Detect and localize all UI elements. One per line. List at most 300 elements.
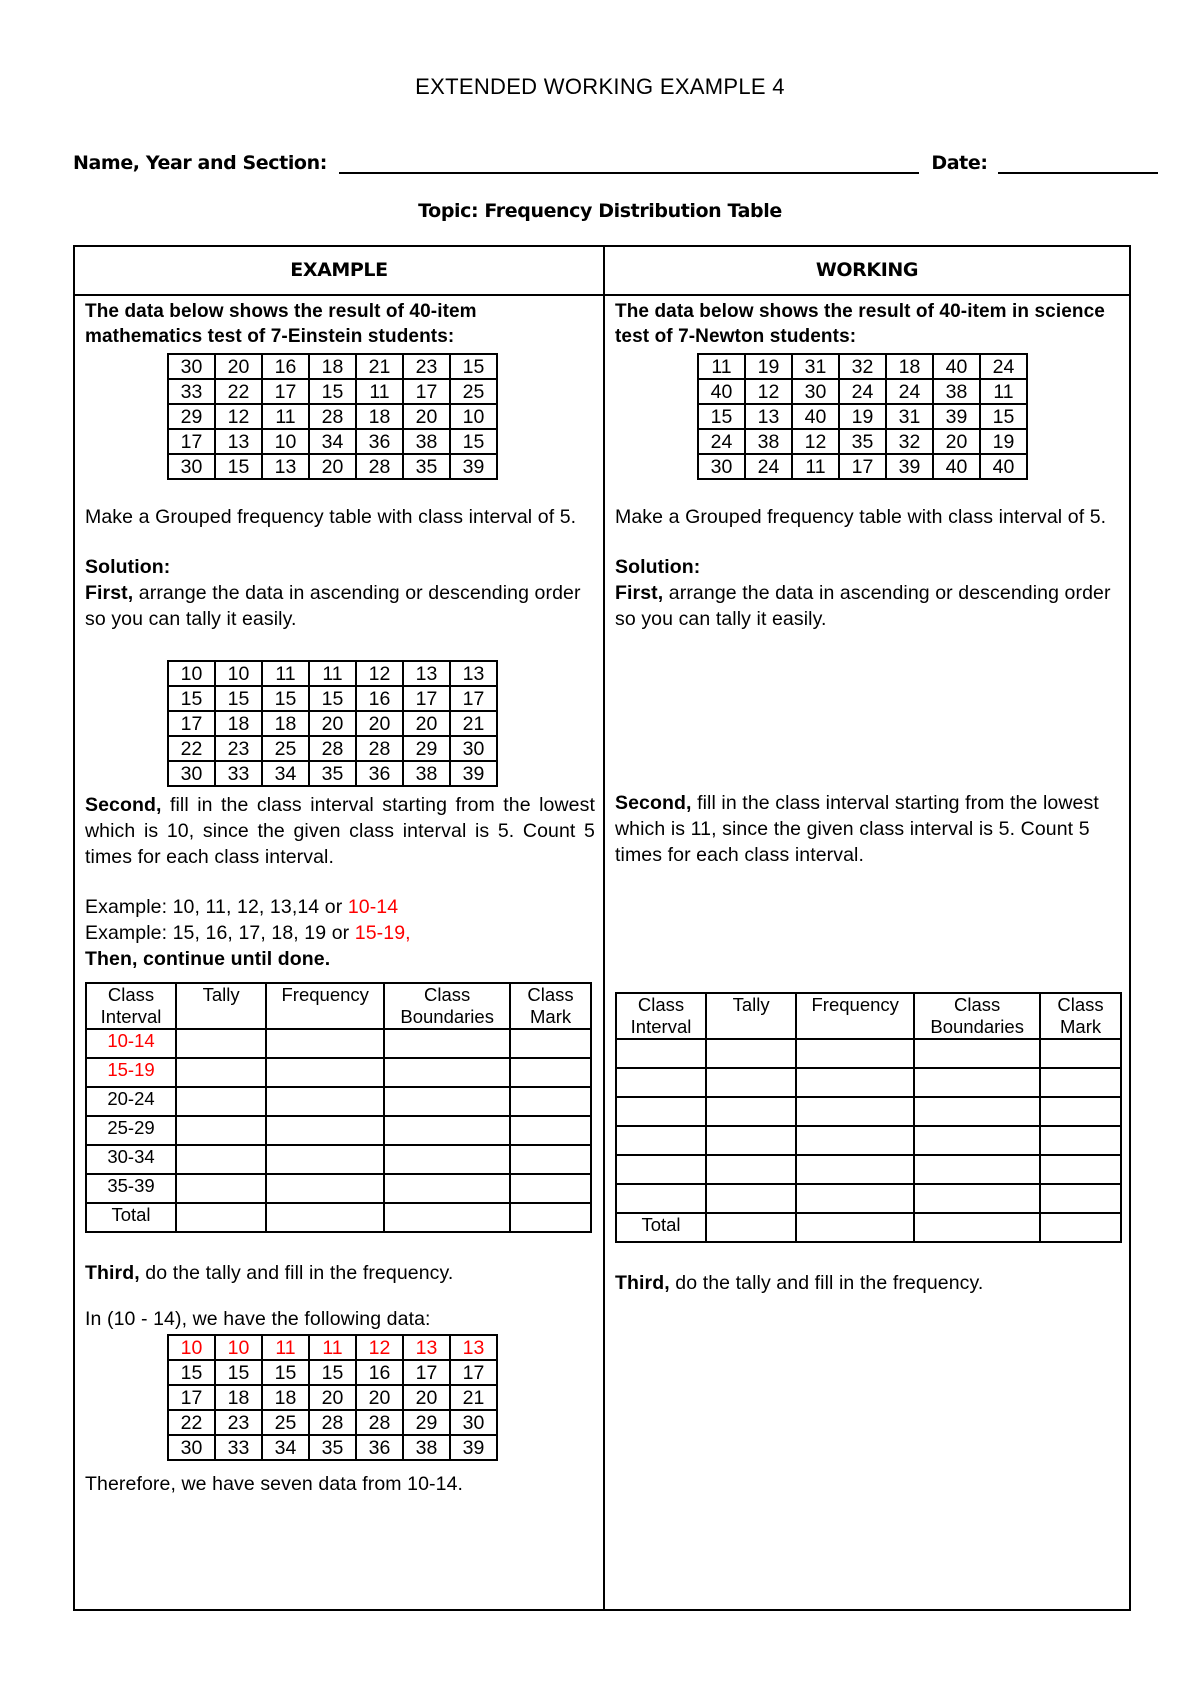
class-interval-cell: Total — [616, 1213, 706, 1242]
grid-cell: 20 — [933, 429, 980, 454]
grid-cell: 40 — [698, 379, 745, 404]
answer-cell[interactable] — [1040, 1213, 1121, 1242]
grid-row — [698, 454, 1027, 479]
class-interval-cell: 10-14 — [86, 1029, 176, 1058]
frequency-header-cell: Class Interval — [86, 983, 176, 1029]
grid-cell: 33 — [215, 1435, 262, 1460]
frequency-row — [616, 1097, 1121, 1126]
second-label: Second, — [85, 794, 162, 816]
answer-cell[interactable] — [706, 1068, 796, 1097]
answer-cell[interactable] — [266, 1203, 384, 1232]
grid-cell: 35 — [403, 454, 450, 479]
answer-cell[interactable] — [1040, 1184, 1121, 1213]
answer-cell[interactable] — [266, 1058, 384, 1087]
frequency-header-cell: Class Mark — [1040, 993, 1121, 1039]
example-line-2-interval: 15-19, — [354, 922, 411, 944]
frequency-header-cell: Class Boundaries — [914, 993, 1040, 1039]
frequency-row — [616, 1155, 1121, 1184]
answer-cell[interactable] — [706, 1039, 796, 1068]
worksheet-frame — [73, 245, 1131, 1611]
working-first-label: First, — [615, 582, 664, 604]
working-first-step — [615, 580, 1125, 632]
grid-cell: 25 — [262, 736, 309, 761]
frequency-row — [86, 1174, 591, 1203]
working-column-heading: WORKING — [815, 259, 919, 281]
grid-cell: 12 — [745, 379, 792, 404]
answer-cell[interactable] — [176, 1087, 266, 1116]
grid-row — [168, 354, 497, 379]
answer-cell[interactable] — [706, 1155, 796, 1184]
grid-cell: 21 — [356, 354, 403, 379]
grid-cell: 35 — [839, 429, 886, 454]
example-first-step — [85, 580, 595, 632]
working-intro: The data below shows the result of 40-item in science test of 7-Newton students: — [615, 301, 1105, 347]
answer-cell[interactable] — [510, 1058, 591, 1087]
grid-cell: 21 — [450, 1385, 497, 1410]
grid-cell: 31 — [792, 354, 839, 379]
answer-cell[interactable] — [510, 1174, 591, 1203]
grid-cell: 29 — [403, 1410, 450, 1435]
answer-cell[interactable] — [384, 1174, 510, 1203]
class-interval-cell: 20-24 — [86, 1087, 176, 1116]
grid-cell: 33 — [168, 379, 215, 404]
grid-cell: 33 — [215, 761, 262, 786]
example-line-2 — [85, 920, 595, 946]
example-then-text: Then, continue until done. — [85, 948, 331, 970]
grid-cell: 39 — [450, 761, 497, 786]
grid-cell: 39 — [450, 1435, 497, 1460]
grid-cell: 15 — [168, 686, 215, 711]
third-label: Third, — [85, 1262, 140, 1284]
grid-row — [168, 1385, 497, 1410]
working-first-text: arrange the data in ascending or descending order so you can tally it easily. — [615, 582, 1111, 630]
grid-cell: 36 — [356, 429, 403, 454]
grid-cell: 12 — [356, 661, 403, 686]
grid-cell: 15 — [309, 379, 356, 404]
grid-cell: 13 — [450, 661, 497, 686]
answer-cell[interactable] — [1040, 1097, 1121, 1126]
grid-cell: 13 — [262, 454, 309, 479]
answer-cell[interactable] — [914, 1068, 1040, 1097]
grid-cell: 11 — [262, 661, 309, 686]
grid-cell: 10 — [168, 1335, 215, 1360]
example-frequency-table — [85, 982, 592, 1233]
answer-cell[interactable] — [1040, 1126, 1121, 1155]
answer-cell[interactable] — [706, 1126, 796, 1155]
grid-cell: 19 — [980, 429, 1027, 454]
answer-cell[interactable] — [796, 1213, 914, 1242]
frequency-row — [616, 1068, 1121, 1097]
frequency-row — [86, 1087, 591, 1116]
grid-cell: 20 — [403, 1385, 450, 1410]
frequency-header-row — [616, 993, 1121, 1039]
grid-cell: 29 — [403, 736, 450, 761]
frequency-header-cell: Class Boundaries — [384, 983, 510, 1029]
answer-cell[interactable] — [510, 1116, 591, 1145]
grid-cell: 17 — [403, 379, 450, 404]
grid-cell: 18 — [886, 354, 933, 379]
grid-cell: 24 — [839, 379, 886, 404]
answer-cell[interactable] — [914, 1184, 1040, 1213]
first-text: arrange the data in ascending or descending order so you can tally it easily. — [85, 582, 581, 630]
grid-row — [168, 736, 497, 761]
grid-cell: 13 — [745, 404, 792, 429]
example-column — [85, 296, 595, 1497]
answer-cell[interactable] — [510, 1029, 591, 1058]
grid-cell: 12 — [356, 1335, 403, 1360]
answer-cell[interactable] — [266, 1116, 384, 1145]
class-interval-cell — [616, 1039, 706, 1068]
grid-cell: 24 — [698, 429, 745, 454]
answer-cell[interactable] — [384, 1087, 510, 1116]
grid-row — [168, 454, 497, 479]
grid-cell: 22 — [168, 736, 215, 761]
class-interval-cell — [616, 1155, 706, 1184]
grid-cell: 20 — [356, 711, 403, 736]
answer-cell[interactable] — [510, 1145, 591, 1174]
first-label: First, — [85, 582, 134, 604]
example-solution-label: Solution: — [85, 556, 171, 578]
grid-cell: 22 — [215, 379, 262, 404]
grid-row — [698, 354, 1027, 379]
class-interval-cell — [616, 1097, 706, 1126]
grid-cell: 23 — [215, 1410, 262, 1435]
grid-cell: 22 — [168, 1410, 215, 1435]
topic-heading: Topic: Frequency Distribution Table — [418, 200, 782, 222]
frequency-header-cell: Frequency — [266, 983, 384, 1029]
frequency-row — [86, 1029, 591, 1058]
example-third-step — [85, 1260, 595, 1286]
frequency-header-cell: Class Interval — [616, 993, 706, 1039]
grid-cell: 15 — [262, 1360, 309, 1385]
grid-cell: 30 — [168, 354, 215, 379]
grid-cell: 17 — [168, 429, 215, 454]
grid-cell: 20 — [309, 454, 356, 479]
answer-cell[interactable] — [384, 1029, 510, 1058]
frequency-row — [616, 1213, 1121, 1242]
grid-cell: 38 — [403, 429, 450, 454]
grid-cell: 32 — [886, 429, 933, 454]
third-text: do the tally and fill in the frequency. — [139, 1262, 454, 1284]
date-label: Date: — [931, 152, 988, 174]
example-line-2-text: Example: 15, 16, 17, 18, 19 or — [85, 922, 355, 944]
working-third-step — [615, 1270, 1125, 1296]
grid-row — [168, 661, 497, 686]
answer-cell[interactable] — [1040, 1155, 1121, 1184]
frequency-row — [86, 1116, 591, 1145]
working-data-table — [697, 353, 1028, 480]
answer-cell[interactable] — [914, 1213, 1040, 1242]
grid-cell: 15 — [309, 1360, 356, 1385]
grid-cell: 15 — [450, 429, 497, 454]
grid-cell: 24 — [745, 454, 792, 479]
grid-cell: 11 — [262, 1335, 309, 1360]
example-task: Make a Grouped frequency table with class interval of 5. — [85, 506, 577, 528]
grid-cell: 21 — [450, 711, 497, 736]
grid-cell: 16 — [356, 1360, 403, 1385]
grid-cell: 17 — [839, 454, 886, 479]
frequency-header-cell: Tally — [706, 993, 796, 1039]
answer-cell[interactable] — [796, 1068, 914, 1097]
answer-cell[interactable] — [384, 1145, 510, 1174]
grid-cell: 35 — [309, 1435, 356, 1460]
grid-cell: 38 — [933, 379, 980, 404]
working-frequency-table — [615, 992, 1122, 1243]
frequency-row — [616, 1039, 1121, 1068]
name-date-line — [73, 152, 1158, 174]
example-intro: The data below shows the result of 40-item mathematics test of 7-Einstein students: — [85, 301, 477, 347]
grid-cell: 17 — [168, 711, 215, 736]
frequency-row — [616, 1126, 1121, 1155]
class-interval-cell: 15-19 — [86, 1058, 176, 1087]
grid-row — [168, 379, 497, 404]
grid-cell: 30 — [698, 454, 745, 479]
grid-row — [168, 404, 497, 429]
class-interval-cell: Total — [86, 1203, 176, 1232]
working-third-text: do the tally and fill in the frequency. — [669, 1272, 984, 1294]
grid-cell: 34 — [262, 761, 309, 786]
frequency-header-row — [86, 983, 591, 1029]
grid-cell: 34 — [309, 429, 356, 454]
frequency-header-cell: Frequency — [796, 993, 914, 1039]
grid-cell: 20 — [403, 404, 450, 429]
frequency-header-cell: Class Mark — [510, 983, 591, 1029]
class-interval-cell — [616, 1184, 706, 1213]
grid-row — [168, 686, 497, 711]
grid-cell: 15 — [215, 454, 262, 479]
grid-cell: 18 — [215, 711, 262, 736]
grid-cell: 28 — [356, 736, 403, 761]
grid-row — [168, 1335, 497, 1360]
answer-cell[interactable] — [796, 1039, 914, 1068]
class-interval-cell: 35-39 — [86, 1174, 176, 1203]
grid-cell: 30 — [450, 1410, 497, 1435]
grid-cell: 25 — [450, 379, 497, 404]
date-field[interactable] — [998, 152, 1158, 174]
answer-cell[interactable] — [510, 1203, 591, 1232]
grid-cell: 15 — [980, 404, 1027, 429]
answer-cell[interactable] — [266, 1174, 384, 1203]
grid-cell: 17 — [403, 686, 450, 711]
grid-cell: 16 — [356, 686, 403, 711]
grid-cell: 23 — [403, 354, 450, 379]
answer-cell[interactable] — [706, 1097, 796, 1126]
answer-cell[interactable] — [176, 1174, 266, 1203]
grid-cell: 17 — [403, 1360, 450, 1385]
grid-cell: 35 — [309, 761, 356, 786]
grid-cell: 23 — [215, 736, 262, 761]
grid-cell: 28 — [309, 404, 356, 429]
grid-cell: 40 — [792, 404, 839, 429]
answer-cell[interactable] — [796, 1126, 914, 1155]
class-interval-cell: 30-34 — [86, 1145, 176, 1174]
grid-row — [168, 1360, 497, 1385]
answer-cell[interactable] — [914, 1039, 1040, 1068]
answer-cell[interactable] — [266, 1145, 384, 1174]
grid-cell: 15 — [450, 354, 497, 379]
grid-cell: 30 — [792, 379, 839, 404]
working-solution-label: Solution: — [615, 556, 701, 578]
example-range-text: In (10 - 14), we have the following data: — [85, 1308, 431, 1330]
example-column-heading: EXAMPLE — [290, 259, 388, 281]
answer-cell[interactable] — [176, 1058, 266, 1087]
grid-cell: 17 — [450, 686, 497, 711]
grid-cell: 15 — [215, 1360, 262, 1385]
answer-cell[interactable] — [384, 1203, 510, 1232]
grid-cell: 28 — [356, 1410, 403, 1435]
grid-cell: 10 — [168, 661, 215, 686]
answer-cell[interactable] — [1040, 1039, 1121, 1068]
grid-cell: 19 — [745, 354, 792, 379]
answer-cell[interactable] — [176, 1203, 266, 1232]
grid-cell: 18 — [215, 1385, 262, 1410]
second-text: fill in the class interval starting from the lowest which is 10, since the given class interval is 5. Count 5 times for each class interval. — [85, 794, 595, 868]
example-line-1-interval: 10-14 — [347, 896, 399, 918]
grid-cell: 38 — [403, 1435, 450, 1460]
grid-cell: 17 — [262, 379, 309, 404]
grid-cell: 17 — [168, 1385, 215, 1410]
grid-cell: 30 — [168, 761, 215, 786]
frequency-row — [86, 1203, 591, 1232]
grid-cell: 18 — [262, 1385, 309, 1410]
example-line-1-text: Example: 10, 11, 12, 13,14 or — [85, 896, 348, 918]
grid-cell: 15 — [168, 1360, 215, 1385]
working-blank-space[interactable] — [615, 632, 1125, 785]
class-interval-cell: 25-29 — [86, 1116, 176, 1145]
grid-cell: 13 — [215, 429, 262, 454]
grid-cell: 25 — [262, 1410, 309, 1435]
working-blank-space-2[interactable] — [615, 868, 1125, 982]
grid-cell: 16 — [262, 354, 309, 379]
grid-cell: 18 — [309, 354, 356, 379]
answer-cell[interactable] — [706, 1213, 796, 1242]
grid-row — [698, 404, 1027, 429]
grid-cell: 10 — [215, 661, 262, 686]
answer-cell[interactable] — [176, 1029, 266, 1058]
working-second-label: Second, — [615, 792, 692, 814]
answer-cell[interactable] — [384, 1116, 510, 1145]
grid-row — [698, 429, 1027, 454]
working-column — [615, 296, 1125, 1296]
grid-row — [168, 711, 497, 736]
answer-cell[interactable] — [914, 1097, 1040, 1126]
grid-cell: 20 — [356, 1385, 403, 1410]
grid-cell: 28 — [309, 736, 356, 761]
grid-cell: 20 — [309, 711, 356, 736]
grid-cell: 39 — [886, 454, 933, 479]
grid-cell: 20 — [309, 1385, 356, 1410]
frequency-row — [616, 1184, 1121, 1213]
grid-cell: 38 — [403, 761, 450, 786]
grid-cell: 13 — [403, 661, 450, 686]
answer-cell[interactable] — [796, 1184, 914, 1213]
grid-cell: 29 — [168, 404, 215, 429]
grid-cell: 32 — [839, 354, 886, 379]
example-line-1 — [85, 894, 595, 920]
grid-cell: 19 — [839, 404, 886, 429]
grid-cell: 28 — [356, 454, 403, 479]
grid-cell: 24 — [980, 354, 1027, 379]
grid-cell: 31 — [886, 404, 933, 429]
answer-cell[interactable] — [914, 1155, 1040, 1184]
working-task: Make a Grouped frequency table with class interval of 5. — [615, 506, 1107, 528]
class-interval-cell — [616, 1068, 706, 1097]
grid-cell: 12 — [215, 404, 262, 429]
answer-cell[interactable] — [914, 1126, 1040, 1155]
working-second-text: fill in the class interval starting from the lowest which is 11, since the given class interval is 5. Count 5 times for each class interval. — [615, 792, 1099, 866]
frequency-row — [86, 1058, 591, 1087]
class-interval-cell — [616, 1126, 706, 1155]
answer-cell[interactable] — [384, 1058, 510, 1087]
grid-cell: 30 — [168, 1435, 215, 1460]
answer-cell[interactable] — [1040, 1068, 1121, 1097]
grid-cell: 15 — [262, 686, 309, 711]
document-title: EXTENDED WORKING EXAMPLE 4 — [415, 74, 785, 99]
working-third-label: Third, — [615, 1272, 670, 1294]
answer-cell[interactable] — [796, 1097, 914, 1126]
answer-cell[interactable] — [510, 1087, 591, 1116]
grid-cell: 11 — [309, 1335, 356, 1360]
frequency-header-cell: Tally — [176, 983, 266, 1029]
grid-cell: 36 — [356, 761, 403, 786]
example-sorted-table — [167, 660, 498, 787]
answer-cell[interactable] — [706, 1184, 796, 1213]
grid-cell: 20 — [403, 711, 450, 736]
grid-cell: 38 — [745, 429, 792, 454]
grid-cell: 39 — [450, 454, 497, 479]
answer-cell[interactable] — [266, 1087, 384, 1116]
answer-cell[interactable] — [176, 1145, 266, 1174]
grid-cell: 11 — [792, 454, 839, 479]
grid-cell: 11 — [698, 354, 745, 379]
grid-cell: 40 — [980, 454, 1027, 479]
grid-cell: 40 — [933, 354, 980, 379]
grid-row — [168, 761, 497, 786]
grid-cell: 28 — [309, 1410, 356, 1435]
example-conclusion: Therefore, we have seven data from 10-14. — [85, 1473, 464, 1495]
example-data-table — [167, 353, 498, 480]
grid-cell: 18 — [262, 711, 309, 736]
name-label: Name, Year and Section: — [73, 152, 327, 174]
working-second-step — [615, 790, 1125, 868]
example-highlight-table — [167, 1334, 498, 1461]
grid-cell: 36 — [356, 1435, 403, 1460]
name-field[interactable] — [339, 152, 919, 174]
grid-cell: 15 — [309, 686, 356, 711]
grid-cell: 11 — [309, 661, 356, 686]
grid-row — [168, 429, 497, 454]
grid-cell: 10 — [450, 404, 497, 429]
grid-cell: 18 — [356, 404, 403, 429]
column-divider — [603, 247, 605, 1609]
grid-cell: 13 — [450, 1335, 497, 1360]
answer-cell[interactable] — [796, 1155, 914, 1184]
answer-cell[interactable] — [266, 1029, 384, 1058]
grid-cell: 39 — [933, 404, 980, 429]
grid-row — [168, 1410, 497, 1435]
grid-cell: 40 — [933, 454, 980, 479]
grid-cell: 10 — [215, 1335, 262, 1360]
grid-cell: 30 — [450, 736, 497, 761]
grid-cell: 15 — [215, 686, 262, 711]
grid-cell: 11 — [262, 404, 309, 429]
grid-row — [168, 1435, 497, 1460]
grid-cell: 12 — [792, 429, 839, 454]
grid-cell: 17 — [450, 1360, 497, 1385]
answer-cell[interactable] — [176, 1116, 266, 1145]
grid-cell: 10 — [262, 429, 309, 454]
example-second-step — [85, 792, 595, 870]
